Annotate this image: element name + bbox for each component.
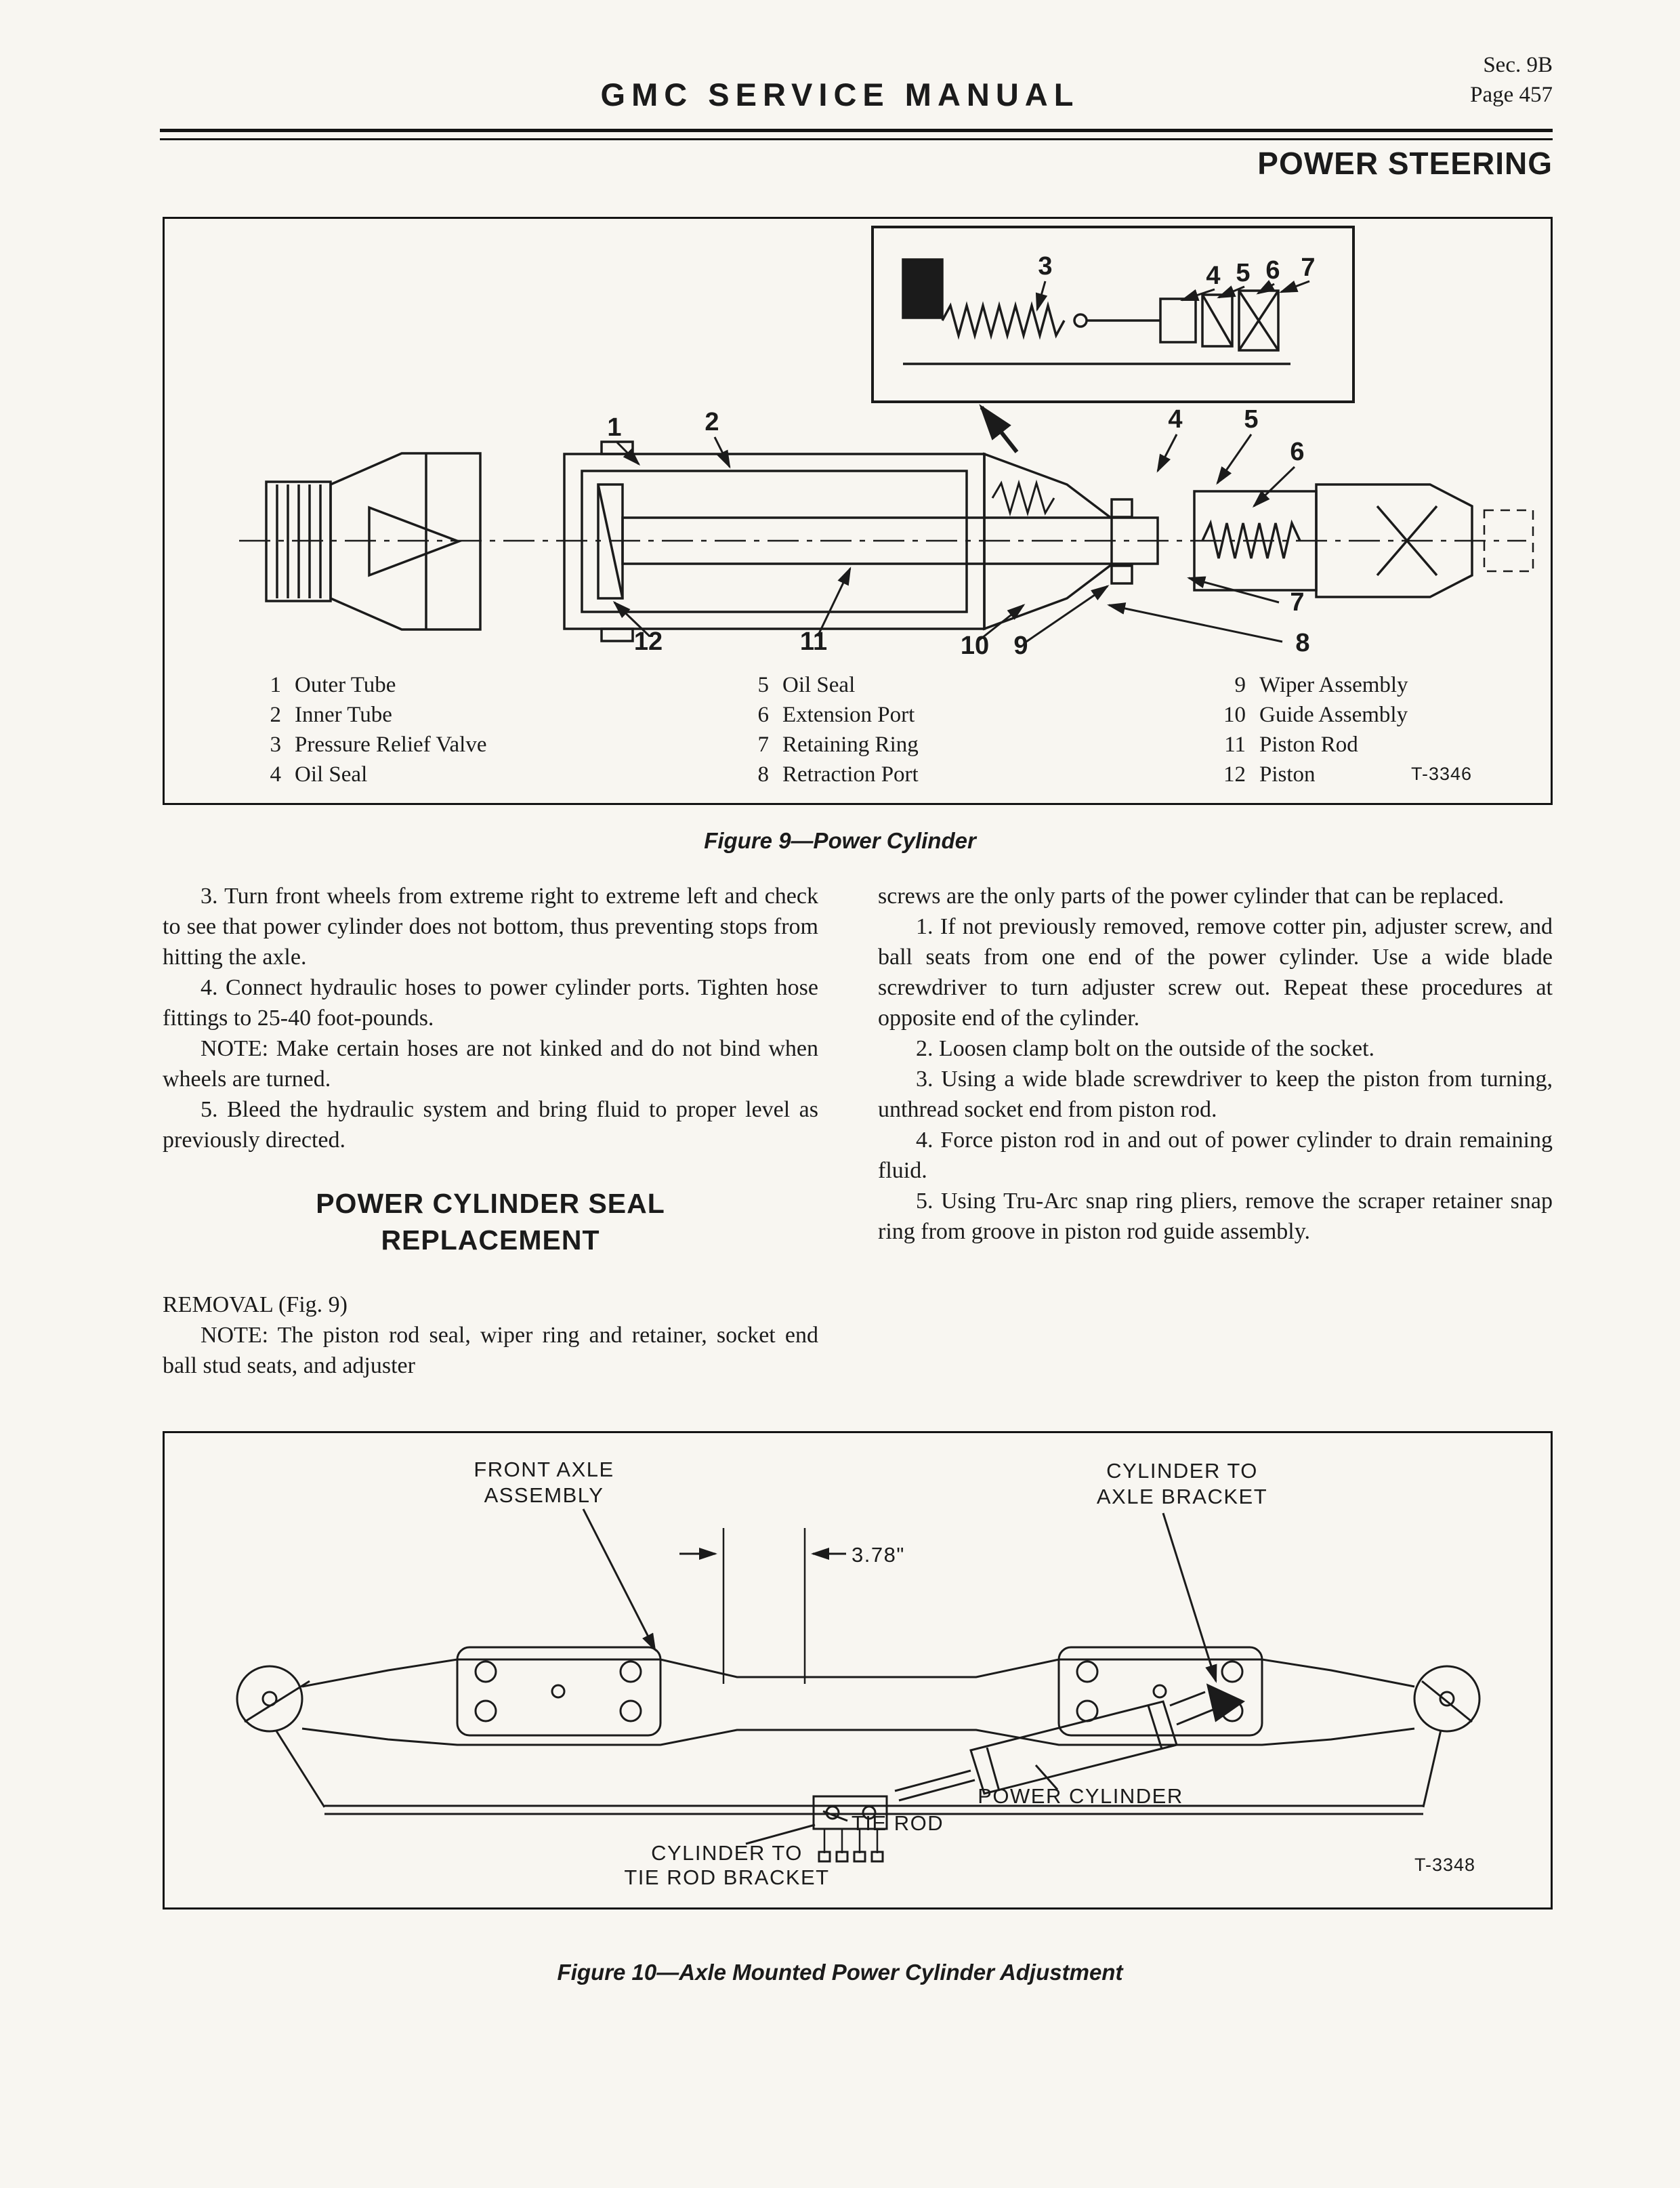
removal-subheading: REMOVAL (Fig. 9) bbox=[163, 1292, 348, 1317]
relief-valve-spring bbox=[942, 306, 1064, 335]
power-cylinder-diagram bbox=[165, 219, 1551, 666]
callout-number: 12 bbox=[633, 627, 663, 656]
legend-item bbox=[1209, 670, 1408, 700]
label-front-axle: ASSEMBLY bbox=[484, 1483, 604, 1507]
callout-number: 10 bbox=[960, 632, 990, 660]
part-name: Wiper Assembly bbox=[1259, 673, 1408, 697]
figure9-caption: Figure 9—Power Cylinder bbox=[704, 828, 976, 853]
legend-column-3 bbox=[1209, 670, 1408, 789]
figure10-caption: Figure 10—Axle Mounted Power Cylinder Adjustment bbox=[557, 1960, 1123, 1985]
paragraph-step-5: 5. Bleed the hydraulic system and bring fluid to proper level as previously directed. bbox=[163, 1097, 818, 1153]
label-cylinder-to-axle: AXLE BRACKET bbox=[1096, 1485, 1268, 1508]
part-number: 11 bbox=[1224, 732, 1246, 757]
paragraph-removal-step-4: 4. Force piston rod in and out of power cylinder to drain remaining fluid. bbox=[878, 1128, 1553, 1183]
callout-number: 7 bbox=[1290, 588, 1305, 617]
legend-item bbox=[1209, 730, 1408, 760]
part-name: Extension Port bbox=[782, 703, 915, 727]
part-number: 4 bbox=[270, 762, 281, 787]
label-cylinder-to-tie-rod: CYLINDER TO bbox=[651, 1841, 803, 1865]
callout-number: 6 bbox=[1265, 256, 1280, 285]
callout-number: 3 bbox=[1038, 252, 1053, 281]
leader-front-axle bbox=[583, 1509, 655, 1650]
paragraph-continuation: screws are the only parts of the power cylinder that can be replaced. bbox=[878, 884, 1505, 909]
legend-item bbox=[732, 730, 919, 760]
section-heading-line2: REPLACEMENT bbox=[381, 1224, 600, 1256]
callout-number: 9 bbox=[1013, 632, 1028, 660]
legend-column-1 bbox=[245, 670, 486, 789]
right-wheel-knuckle bbox=[1414, 1666, 1479, 1731]
part-name: Piston bbox=[1259, 762, 1316, 787]
legend-item bbox=[1209, 760, 1408, 789]
label-cylinder-to-tie-rod: TIE ROD BRACKET bbox=[624, 1865, 830, 1889]
header-rule-bottom bbox=[160, 138, 1553, 140]
part-number: 5 bbox=[757, 673, 769, 697]
page-number: Page 457 bbox=[1470, 83, 1553, 107]
callout-number: 8 bbox=[1295, 629, 1310, 657]
axle-beam bbox=[302, 1659, 1414, 1687]
page-title: GMC SERVICE MANUAL bbox=[600, 77, 1080, 112]
legend-item bbox=[245, 760, 486, 789]
axle-bracket bbox=[1208, 1685, 1243, 1720]
figure10-plate-ref: T-3348 bbox=[1414, 1855, 1476, 1875]
figure10-box bbox=[163, 1431, 1553, 1910]
part-number: 7 bbox=[757, 732, 769, 757]
part-number: 12 bbox=[1223, 762, 1246, 787]
legend-item bbox=[1209, 700, 1408, 730]
paragraph-removal-step-3: 3. Using a wide blade screwdriver to keep the piston from turning, unthread socket end from piston rod. bbox=[878, 1067, 1553, 1122]
callout-number: 11 bbox=[799, 627, 828, 656]
paragraph-removal-step-5: 5. Using Tru-Arc snap ring pliers, remove the scraper retainer snap ring from groove in piston rod guide assembly. bbox=[878, 1189, 1553, 1244]
label-power-cylinder: POWER CYLINDER bbox=[978, 1784, 1183, 1808]
wiper-assembly bbox=[1112, 499, 1132, 517]
figure9-box bbox=[163, 217, 1553, 805]
power-cylinder bbox=[971, 1701, 1177, 1794]
section-page-info bbox=[1470, 50, 1553, 110]
section-heading bbox=[163, 1185, 818, 1258]
legend-item bbox=[245, 730, 486, 760]
part-name: Guide Assembly bbox=[1259, 703, 1408, 727]
legend-column-2 bbox=[732, 670, 919, 789]
callout-number: 7 bbox=[1301, 253, 1316, 282]
part-name: Oil Seal bbox=[782, 673, 856, 697]
part-number: 3 bbox=[270, 732, 281, 757]
section-heading-line1: POWER CYLINDER SEAL bbox=[316, 1188, 665, 1219]
paragraph-note-hoses: NOTE: Make certain hoses are not kinked and do not bind when wheels are turned. bbox=[163, 1036, 818, 1092]
callout-number: 2 bbox=[705, 408, 719, 436]
legend-item bbox=[245, 670, 486, 700]
label-front-axle: FRONT AXLE bbox=[474, 1458, 614, 1481]
leader-axle-bracket bbox=[1163, 1513, 1216, 1681]
callout-number: 5 bbox=[1244, 405, 1259, 434]
part-number: 8 bbox=[757, 762, 769, 787]
paragraph-note-seal: NOTE: The piston rod seal, wiper ring and retainer, socket end ball stud seats, and adjuster bbox=[163, 1323, 818, 1378]
part-number: 6 bbox=[757, 703, 769, 727]
paragraph-removal-step-1: 1. If not previously removed, remove cotter pin, adjuster screw, and ball seats from one end of the power cylinder. Use a wide blade screwdriver to turn adjuster screw out. Repeat these procedures at opposite end of the cylinder. bbox=[878, 914, 1553, 1031]
label-cylinder-to-axle: CYLINDER TO bbox=[1106, 1459, 1258, 1483]
header-rule-top bbox=[160, 129, 1553, 132]
part-number: 10 bbox=[1223, 703, 1246, 727]
axle-adjustment-diagram bbox=[165, 1433, 1551, 1907]
part-name: Pressure Relief Valve bbox=[295, 732, 487, 757]
callout-number: 5 bbox=[1236, 259, 1251, 287]
dimension-value: 3.78" bbox=[852, 1543, 905, 1567]
section-label: Sec. 9B bbox=[1483, 53, 1553, 77]
part-name: Retaining Ring bbox=[782, 732, 919, 757]
part-name: Retraction Port bbox=[782, 762, 919, 787]
part-name: Piston Rod bbox=[1259, 732, 1358, 757]
part-number: 9 bbox=[1234, 673, 1246, 697]
part-name: Oil Seal bbox=[295, 762, 368, 787]
right-column bbox=[878, 881, 1553, 1247]
paragraph-step-4: 4. Connect hydraulic hoses to power cylinder ports. Tighten hose fittings to 25-40 foot-pounds. bbox=[163, 975, 818, 1031]
part-name: Inner Tube bbox=[295, 703, 392, 727]
part-number: 2 bbox=[270, 703, 281, 727]
legend-item bbox=[732, 670, 919, 700]
chapter-title: POWER STEERING bbox=[1257, 146, 1553, 181]
callout-number: 4 bbox=[1206, 262, 1221, 290]
callout-number: 4 bbox=[1168, 405, 1183, 434]
label-tie-rod: TIE ROD bbox=[851, 1811, 944, 1835]
callout-number: 1 bbox=[607, 413, 622, 442]
figure9-plate-ref: T-3346 bbox=[1411, 764, 1473, 784]
paragraph-removal-step-2: 2. Loosen clamp bolt on the outside of the socket. bbox=[916, 1036, 1375, 1061]
callout-number: 6 bbox=[1290, 438, 1305, 466]
callout-leaders bbox=[614, 281, 1309, 642]
legend-item bbox=[732, 700, 919, 730]
legend-item bbox=[245, 700, 486, 730]
part-number: 1 bbox=[270, 673, 281, 697]
part-name: Outer Tube bbox=[295, 673, 396, 697]
legend-item bbox=[732, 760, 919, 789]
left-column bbox=[163, 881, 818, 1381]
paragraph-step-3: 3. Turn front wheels from extreme right to extreme left and check to see that power cylinder does not bottom, thus preventing stops from hitting the axle. bbox=[163, 884, 818, 970]
